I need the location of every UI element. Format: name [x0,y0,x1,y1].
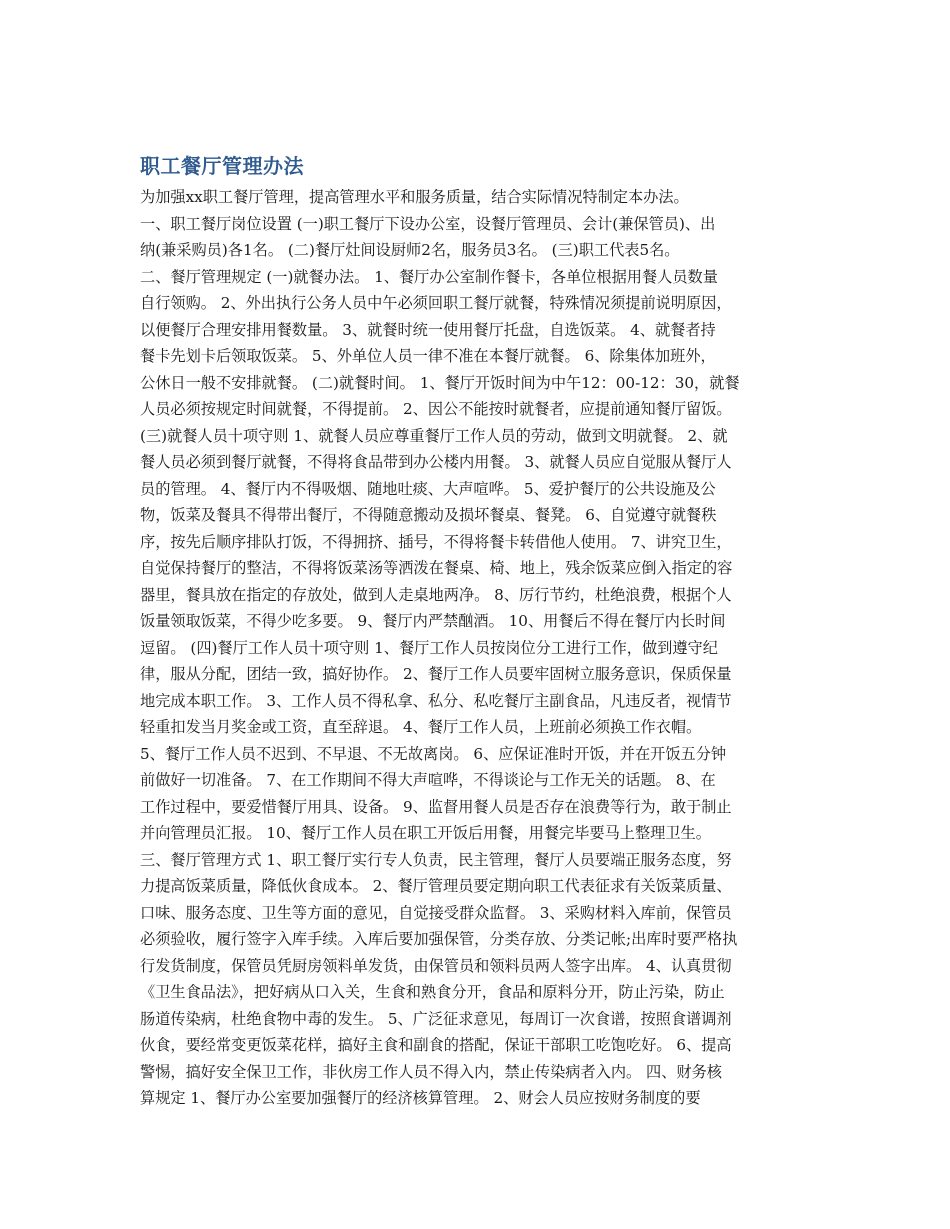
text-line: 警惕，搞好安全保卫工作，非伙房工作人员不得入内，禁止传染病者入内。 四、财务核 [140,1062,722,1081]
text-line: 律，服从分配，团结一致，搞好协作。 2、餐厅工作人员要牢固树立服务意识，保质保量 [140,665,732,683]
text-line: 并向管理员汇报。 10、餐厅工作人员在职工开饭后用餐，用餐完毕要马上整理卫生。 [140,824,711,842]
text-line: 为加强xx职工餐厅管理，提高管理水平和服务质量，结合实际情况特制定本办法。 [140,188,689,206]
text-line: 饭量领取饭菜，不得少吃多要。 9、餐厅内严禁酗酒。 10、用餐后不得在餐厅内长时间 [140,612,726,630]
text-line: 地完成本职工作。 3、工作人员不得私拿、私分、私吃餐厅主副食品，凡违反者，视情节 [140,691,732,710]
text-line: 自行领购。 2、外出执行公务人员中午必须回职工餐厅就餐，特殊情况须提前说明原因， [140,294,732,312]
text-line: 必须验收，履行签字入库手续。入库后要加强保管，分类存放、分类记帐;出库时要严格执 [140,930,738,948]
text-line: 器里，餐具放在指定的存放处，做到人走桌地两净。 8、厉行节约，杜绝浪费，根据个人 [140,585,732,604]
document-body [140,152,814,1112]
text-line: 力提高饭菜质量，降低伙食成本。 2、餐厅管理员要定期向职工代表征求有关饭菜质量、 [140,877,732,895]
document-title: 职工餐厅管理办法 [140,154,304,178]
text-line: 口味、服务态度、卫生等方面的意见，自觉接受群众监督。 3、采购材料入库前，保管员 [140,903,732,922]
text-line: 轻重扣发当月奖金或工资，直至辞退。 4、餐厅工作人员，上班前必须换工作衣帽。 [140,718,702,736]
text-line: 员的管理。 4、餐厅内不得吸烟、随地吐痰、大声喧哗。 5、爱护餐厅的公共设施及公 [140,479,716,498]
text-line: 算规定 1、餐厅办公室要加强餐厅的经济核算管理。 2、财会人员应按财务制度的要 [140,1089,701,1107]
text-line: 以便餐厅合理安排用餐数量。 3、就餐时统一使用餐厅托盘，自选饭菜。 4、就餐者持 [140,320,716,339]
text-line: 《卫生食品法》，把好病从口入关，生食和熟食分开，食品和原料分开，防止污染，防止 [140,983,725,1001]
text-line: 前做好一切准备。 7、在工作期间不得大声喧哗，不得谈论与工作无关的话题。 8、在 [140,771,716,789]
text-line: 工作过程中，要爱惜餐厅用具、设备。 9、监督用餐人员是否存在浪费等行为，敢于制止 [140,797,732,816]
text-line: 纳(兼采购员)各1名。 (二)餐厅灶间设厨师2名，服务员3名。 (三)职工代表5名。 [140,241,680,259]
text-line: 三、餐厅管理方式 1、职工餐厅实行专人负责，民主管理，餐厅人员要端正服务态度，努 [140,850,732,869]
text-line: 自觉保持餐厅的整洁，不得将饭菜汤等洒泼在餐桌、椅、地上，残余饭菜应倒入指定的容 [140,559,733,577]
document-text [140,184,814,1112]
text-line: 二、餐厅管理规定 (一)就餐办法。 1、餐厅办公室制作餐卡，各单位根据用餐人员数量 [140,267,718,286]
text-line: 序，按先后顺序排队打饭，不得拥挤、插号，不得将餐卡转借他人使用。 7、讲究卫生， [140,532,732,551]
text-line: 一、职工餐厅岗位设置 (一)职工餐厅下设办公室，设餐厅管理员、会计(兼保管员)、出 [140,214,716,233]
text-line: 逗留。 (四)餐厅工作人员十项守则 1、餐厅工作人员按岗位分工进行工作，做到遵守纪 [140,638,718,657]
text-line: 餐人员必须到餐厅就餐，不得将食品带到办公楼内用餐。 3、就餐人员应自觉服从餐厅人 [140,453,732,471]
text-line: 5、餐厅工作人员不迟到、不早退、不无故离岗。 6、应保证准时开饭，并在开饭五分钟 [140,744,727,763]
text-line: 物，饭菜及餐具不得带出餐厅，不得随意搬动及损坏餐桌、餐凳。 6、自觉遵守就餐秩 [140,506,717,524]
text-line: 肠道传染病，杜绝食物中毒的发生。 5、广泛征求意见，每周订一次食谱，按照食谱调剂 [140,1009,732,1028]
text-line: 公休日一般不安排就餐。 (二)就餐时间。 1、餐厅开饭时间为中午12：00-12：30，就餐 [140,373,740,392]
text-line: 餐卡先划卡后领取饭菜。 5、外单位人员一律不准在本餐厅就餐。 6、除集体加班外， [140,347,716,365]
text-line: 伙食，要经常变更饭菜花样，搞好主食和副食的搭配，保证干部职工吃饱吃好。 6、提高 [140,1036,732,1054]
text-line: (三)就餐人员十项守则 1、就餐人员应尊重餐厅工作人员的劳动，做到文明就餐。 2、就 [140,426,728,445]
text-line: 人员必须按规定时间就餐，不得提前。 2、因公不能按时就餐者，应提前通知餐厅留饭。 [140,400,732,418]
text-line: 行发货制度，保管员凭厨房领料单发货，由保管员和领料员两人签字出库。 4、认真贯彻 [140,956,732,975]
